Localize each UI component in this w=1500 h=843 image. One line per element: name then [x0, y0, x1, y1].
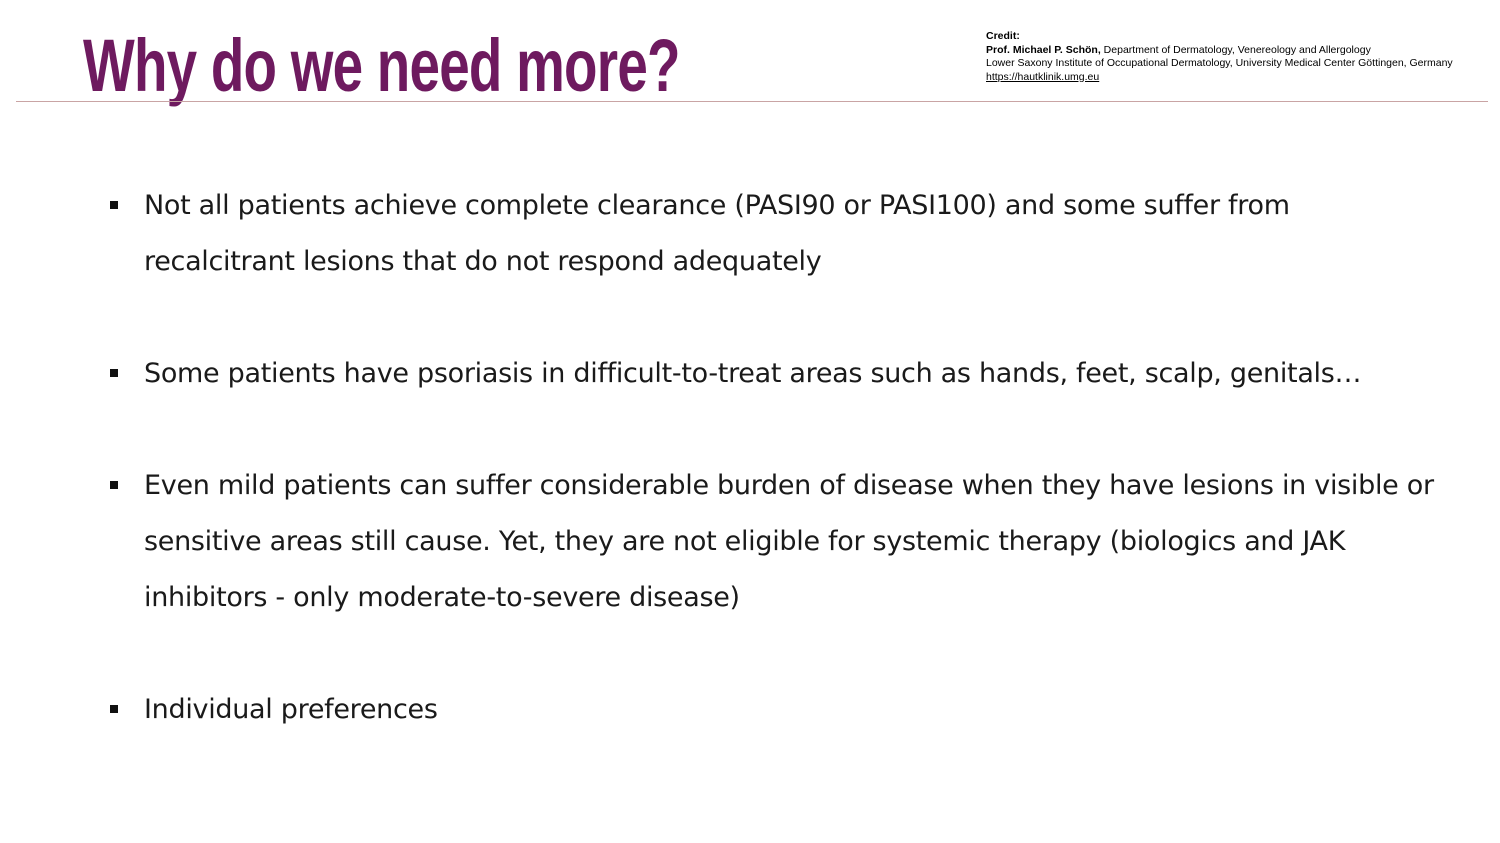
credit-author-line	[986, 44, 1453, 58]
credit-department: Department of Dermatology, Venereology and Allergology	[1100, 43, 1371, 56]
bullet-item	[106, 458, 1436, 626]
credit-block	[986, 30, 1453, 84]
slide-title: Why do we need more?	[83, 24, 680, 107]
bullet-list	[106, 178, 1436, 738]
square-bullet-icon	[110, 705, 118, 713]
bullet-text: Individual preferences	[144, 694, 438, 725]
bullet-text: Some patients have psoriasis in difficult-to-treat areas such as hands, feet, scalp, genitals…	[144, 358, 1362, 389]
square-bullet-icon	[110, 201, 118, 209]
title-divider	[16, 101, 1488, 102]
bullet-item	[106, 178, 1436, 290]
credit-heading: Credit:	[986, 30, 1020, 42]
bullet-text: Even mild patients can suffer considerable burden of disease when they have lesions in visible or sensitive areas still cause. Yet, they are not eligible for systemic therapy (biologics and JAK inhibitors - only moderate-to-severe disease)	[144, 470, 1434, 613]
bullet-item	[106, 682, 1436, 738]
credit-institute: Lower Saxony Institute of Occupational Dermatology, University Medical Center Göttingen, Germany	[986, 57, 1453, 69]
square-bullet-icon	[110, 481, 118, 489]
square-bullet-icon	[110, 369, 118, 377]
credit-author: Prof. Michael P. Schön,	[986, 43, 1101, 56]
bullet-text: Not all patients achieve complete clearance (PASI90 or PASI100) and some suffer from recalcitrant lesions that do not respond adequately	[144, 190, 1290, 277]
credit-link[interactable]: https://hautklinik.umg.eu	[986, 70, 1100, 83]
bullet-item	[106, 346, 1436, 402]
